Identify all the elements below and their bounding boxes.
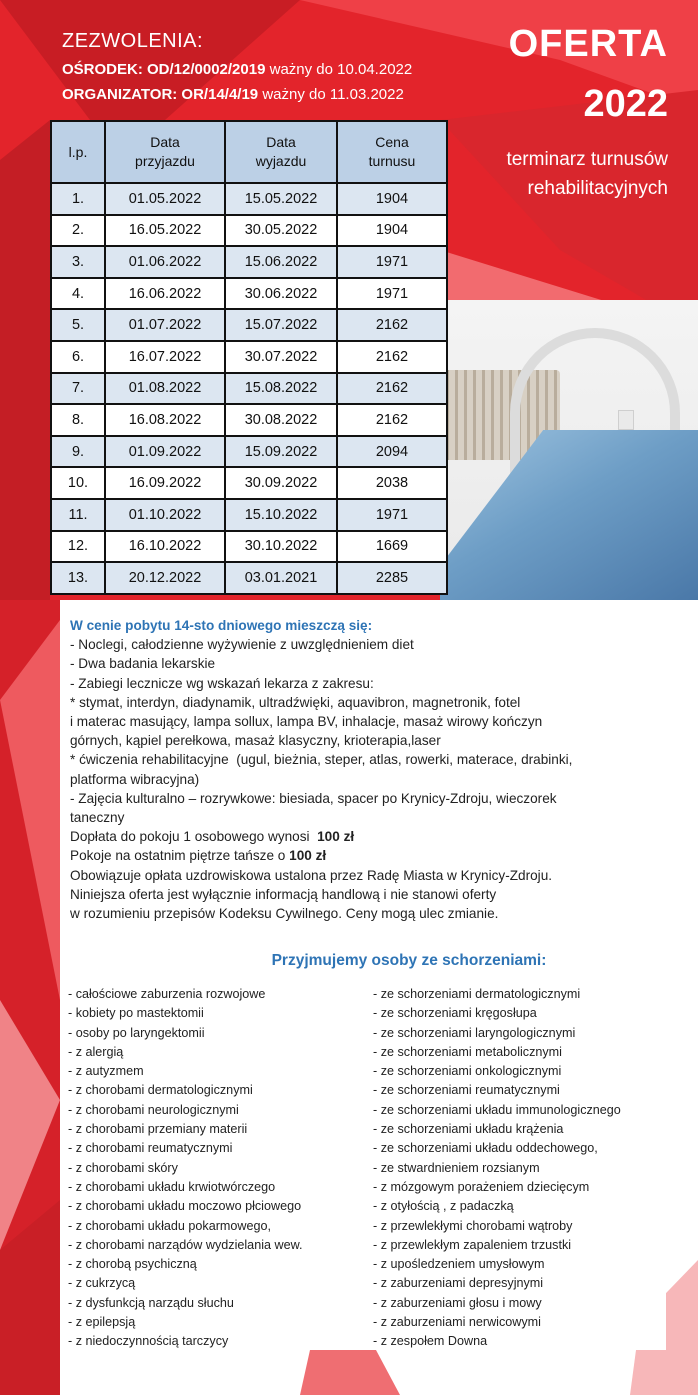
cell-price: 2162 xyxy=(337,309,447,341)
list-item: - z otyłością , z padaczką xyxy=(373,1199,514,1214)
cell-price: 2038 xyxy=(337,467,447,499)
cell-departure: 15.10.2022 xyxy=(225,499,337,531)
header-price xyxy=(337,121,447,183)
list-item: - z chorobami neurologicznymi xyxy=(68,1102,239,1117)
includes-line: * ćwiczenia rehabilitacyjne (ugul, bieżnia, steper, atlas, rowerki, materace, drabinki, xyxy=(70,752,573,768)
cell-arrival: 01.06.2022 xyxy=(105,246,225,278)
list-item: - z zaburzeniami depresyjnymi xyxy=(373,1276,544,1291)
header-arrival-line-2: przyjazdu xyxy=(135,153,195,169)
cell-arrival: 01.05.2022 xyxy=(105,183,225,215)
table-row xyxy=(51,341,447,373)
cell-lp: 7. xyxy=(51,373,105,405)
list-item: - ze schorzeniami dermatologicznymi xyxy=(373,987,581,1001)
header-lp: l.p. xyxy=(51,121,105,183)
cell-price: 1669 xyxy=(337,531,447,563)
list-item: - kobiety po mastektomii xyxy=(68,1006,204,1021)
closing-line: w rozumieniu przepisów Kodeksu Cywilnego. Ceny mogą ulec zmianie. xyxy=(70,906,499,922)
table-row xyxy=(51,467,447,499)
list-item: - z chorobami układu pokarmowego, xyxy=(68,1218,272,1233)
list-item: - z chorobą psychiczną xyxy=(68,1257,197,1272)
header-departure-line-1: Data xyxy=(266,134,296,151)
table-row xyxy=(51,183,447,215)
cell-arrival: 01.08.2022 xyxy=(105,373,225,405)
list-item: - ze schorzeniami metabolicznymi xyxy=(373,1044,562,1059)
cell-departure: 15.08.2022 xyxy=(225,373,337,405)
list-item: - ze schorzeniami kręgosłupa xyxy=(373,1006,537,1021)
cell-price: 1971 xyxy=(337,278,447,310)
closing-line: Niniejsza oferta jest wyłącznie informacją handlową i nie stanowi oferty xyxy=(70,886,497,902)
list-item: - ze schorzeniami układu krążenia xyxy=(373,1122,564,1137)
cell-arrival: 01.09.2022 xyxy=(105,436,225,468)
cell-arrival: 16.07.2022 xyxy=(105,341,225,373)
list-item: - całościowe zaburzenia rozwojowe xyxy=(68,987,266,1001)
header-departure xyxy=(225,121,337,183)
cell-arrival: 16.09.2022 xyxy=(105,467,225,499)
includes-line: górnych, kąpiel perełkowa, masaż klasyczny, krioterapia,laser xyxy=(70,733,441,749)
schedule-table xyxy=(50,120,448,595)
list-item: - z dysfunkcją narządu słuchu xyxy=(68,1295,234,1310)
list-item: - z zespołem Downa xyxy=(373,1334,488,1349)
cell-departure: 30.08.2022 xyxy=(225,404,337,436)
cell-arrival: 16.06.2022 xyxy=(105,278,225,310)
cell-lp: 5. xyxy=(51,309,105,341)
cell-lp: 1. xyxy=(51,183,105,215)
includes-line: - Zajęcia kulturalno – rozrywkowe: biesiada, spacer po Krynicy-Zdroju, wieczorek xyxy=(70,790,557,806)
cell-price: 1904 xyxy=(337,215,447,247)
top-floor-text: Pokoje na ostatnim piętrze tańsze o xyxy=(70,848,290,864)
list-item: - ze schorzeniami laryngologicznymi xyxy=(373,1025,576,1040)
center-permit xyxy=(62,61,412,78)
list-item: - z alergią xyxy=(68,1044,124,1059)
list-item: - z mózgowym porażeniem dziecięcym xyxy=(373,1179,590,1194)
cell-departure: 30.05.2022 xyxy=(225,215,337,247)
cell-lp: 13. xyxy=(51,562,105,594)
cell-price: 2162 xyxy=(337,341,447,373)
includes-title: W cenie pobytu 14-sto dniowego mieszczą się: xyxy=(70,618,373,633)
list-item: - z chorobami przemiany materii xyxy=(68,1122,248,1137)
list-item: - z chorobami reumatycznymi xyxy=(68,1141,233,1156)
list-item: - z zaburzeniami głosu i mowy xyxy=(373,1295,542,1310)
permits-title: ZEZWOLENIA: xyxy=(62,30,204,52)
table-row xyxy=(51,562,447,594)
table-row xyxy=(51,404,447,436)
cell-lp: 8. xyxy=(51,404,105,436)
cell-departure: 15.06.2022 xyxy=(225,246,337,278)
top-floor-price: 100 zł xyxy=(289,848,327,864)
cell-price: 1904 xyxy=(337,183,447,215)
includes-line: platforma wibracyjna) xyxy=(70,771,200,787)
cell-arrival: 16.10.2022 xyxy=(105,531,225,563)
table-row xyxy=(51,436,447,468)
list-item: - z przewlekłymi chorobami wątroby xyxy=(373,1218,573,1233)
cell-departure: 15.05.2022 xyxy=(225,183,337,215)
cell-departure: 15.09.2022 xyxy=(225,436,337,468)
conditions-title: Przyjmujemy osoby ze schorzeniami: xyxy=(271,952,547,969)
list-item: - ze schorzeniami układu oddechowego, xyxy=(373,1141,598,1156)
cell-departure: 30.10.2022 xyxy=(225,531,337,563)
list-item: - ze schorzeniami onkologicznymi xyxy=(373,1064,562,1079)
list-item: - z upośledzeniem umysłowym xyxy=(373,1257,545,1272)
single-room-text: Dopłata do pokoju 1 osobowego wynosi xyxy=(70,829,318,845)
list-item: - ze schorzeniami reumatycznymi xyxy=(373,1083,560,1098)
cell-departure: 30.06.2022 xyxy=(225,278,337,310)
conditions-list-right xyxy=(373,985,673,1352)
organizer-permit-label: ORGANIZATOR: OR/14/4/19 xyxy=(62,86,259,103)
header-arrival xyxy=(105,121,225,183)
list-item: - z zaburzeniami nerwicowymi xyxy=(373,1315,541,1330)
top-floor-discount xyxy=(70,846,690,865)
list-item: - z niedoczynnością tarczycy xyxy=(68,1334,229,1349)
offer-subtitle-line-2: rehabilitacyjnych xyxy=(527,178,668,200)
cell-price: 2285 xyxy=(337,562,447,594)
header-departure-line-2: wyjazdu xyxy=(255,153,307,169)
cell-departure: 15.07.2022 xyxy=(225,309,337,341)
organizer-permit-validity: ważny do 11.03.2022 xyxy=(262,86,404,103)
includes-line: i materac masujący, lampa sollux, lampa BV, inhalacje, masaż wirowy kończyn xyxy=(70,714,543,730)
organizer-permit xyxy=(62,86,412,103)
list-item: - z przewlekłym zapaleniem trzustki xyxy=(373,1237,572,1252)
cell-price: 1971 xyxy=(337,499,447,531)
center-permit-validity: ważny do 10.04.2022 xyxy=(269,61,413,78)
includes-line: * stymat, interdyn, diadynamik, ultradźwięki, aquavibron, magnetronik, fotel xyxy=(70,694,521,710)
cell-arrival: 16.05.2022 xyxy=(105,215,225,247)
includes-section xyxy=(60,606,698,946)
table-row xyxy=(51,499,447,531)
cell-arrival: 01.07.2022 xyxy=(105,309,225,341)
cell-price: 1971 xyxy=(337,246,447,278)
single-room-surcharge xyxy=(70,827,690,846)
includes-line: taneczny xyxy=(70,810,125,826)
cell-price: 2162 xyxy=(337,404,447,436)
offer-subtitle-line-1: terminarz turnusów xyxy=(506,149,668,170)
cell-lp: 2. xyxy=(51,215,105,247)
cell-lp: 11. xyxy=(51,499,105,531)
cell-lp: 3. xyxy=(51,246,105,278)
offer-year: 2022 xyxy=(583,83,668,125)
includes-line: - Zabiegi lecznicze wg wskazań lekarza z zakresu: xyxy=(70,675,374,691)
cell-price: 2162 xyxy=(337,373,447,405)
list-item: - z autyzmem xyxy=(68,1064,144,1079)
cell-lp: 6. xyxy=(51,341,105,373)
schedule-header-row xyxy=(51,121,447,183)
wall-socket-shape xyxy=(618,410,634,430)
closing-line: Obowiązuje opłata uzdrowiskowa ustalona przez Radę Miasta w Krynicy-Zdroju. xyxy=(70,867,553,883)
list-item: - ze stwardnieniem rozsianym xyxy=(373,1160,540,1175)
cell-lp: 4. xyxy=(51,278,105,310)
includes-line: - Dwa badania lekarskie xyxy=(70,656,216,672)
list-item: - z chorobami dermatologicznymi xyxy=(68,1083,253,1098)
cell-arrival: 16.08.2022 xyxy=(105,404,225,436)
list-item: - z chorobami układu moczowo płciowego xyxy=(68,1199,302,1214)
includes-line: - Noclegi, całodzienne wyżywienie z uwzględnieniem diet xyxy=(70,637,414,653)
list-item: - z chorobami skóry xyxy=(68,1160,178,1175)
list-item: - z chorobami narządów wydzielania wew. xyxy=(68,1237,303,1252)
table-row xyxy=(51,278,447,310)
cell-lp: 9. xyxy=(51,436,105,468)
single-room-price: 100 zł xyxy=(317,829,355,845)
cell-arrival: 20.12.2022 xyxy=(105,562,225,594)
header-price-line-2: turnusu xyxy=(368,153,416,169)
list-item: - z chorobami układu krwiotwórczego xyxy=(68,1179,276,1194)
header-arrival-line-1: Data xyxy=(150,134,180,151)
list-item: - z cukrzycą xyxy=(68,1276,136,1291)
permits-header xyxy=(62,30,412,103)
table-row xyxy=(51,309,447,341)
list-item: - ze schorzeniami układu immunologicznego xyxy=(373,1102,621,1117)
cell-price: 2094 xyxy=(337,436,447,468)
center-permit-label: OŚRODEK: OD/12/0002/2019 xyxy=(62,61,266,78)
table-row xyxy=(51,531,447,563)
cell-arrival: 01.10.2022 xyxy=(105,499,225,531)
rehab-bed-photo xyxy=(440,300,698,600)
cell-lp: 10. xyxy=(51,467,105,499)
cell-departure: 30.07.2022 xyxy=(225,341,337,373)
offer-title: OFERTA xyxy=(508,23,668,65)
cell-departure: 30.09.2022 xyxy=(225,467,337,499)
list-item: - osoby po laryngektomii xyxy=(68,1025,205,1040)
cell-lp: 12. xyxy=(51,531,105,563)
conditions-list-left xyxy=(68,985,368,1352)
table-row xyxy=(51,373,447,405)
list-item: - z epilepsją xyxy=(68,1315,136,1330)
table-row xyxy=(51,246,447,278)
header-price-line-1: Cena xyxy=(375,134,409,151)
cell-departure: 03.01.2021 xyxy=(225,562,337,594)
table-row xyxy=(51,215,447,247)
